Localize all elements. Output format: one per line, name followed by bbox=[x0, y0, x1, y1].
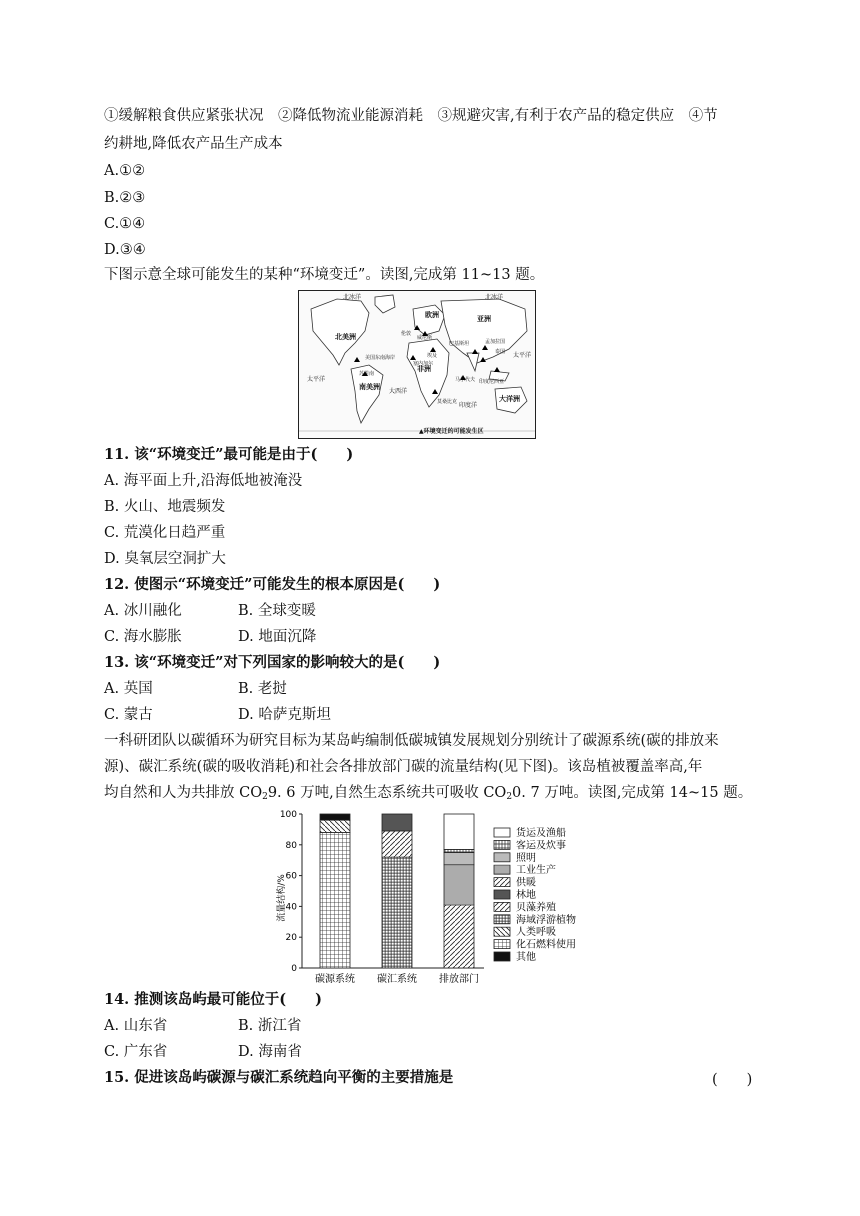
chart-legend-label: 林地 bbox=[516, 890, 536, 901]
q13-stem: 13. 该“环境变迁”对下列国家的影响较大的是( ) bbox=[104, 654, 441, 671]
map-label-senegal: 塞内加尔 bbox=[413, 361, 434, 367]
chart-bar-segment bbox=[320, 820, 350, 832]
map-label-venice: 威尼斯 bbox=[417, 335, 433, 341]
chart-legend-swatch bbox=[494, 840, 510, 849]
q11-option-c: C. 荒漠化日趋严重 bbox=[104, 525, 226, 541]
chart-bar-segment bbox=[444, 865, 474, 905]
map-label-africa: 非洲 bbox=[417, 365, 431, 373]
option-d: D.③④ bbox=[104, 242, 146, 258]
q12-option-d: D. 地面沉降 bbox=[238, 629, 317, 645]
map-label-pacific-right: 太平洋 bbox=[513, 352, 532, 359]
chart-legend-label: 海域浮游植物 bbox=[516, 914, 576, 926]
map-label-mozambique: 莫桑比克 bbox=[437, 399, 458, 405]
carbon-flow-chart bbox=[270, 806, 630, 986]
chart-bar-segment bbox=[444, 853, 474, 865]
q11-option-b: B. 火山、地震频发 bbox=[104, 499, 226, 515]
map-label-asia: 亚洲 bbox=[477, 315, 491, 323]
q13-option-a: A. 英国 bbox=[104, 681, 153, 697]
chart-x-tick-label: 碳汇系统 bbox=[377, 974, 417, 985]
map-label-thailand: 泰国 bbox=[495, 349, 506, 355]
chart-bar-segment bbox=[382, 814, 412, 831]
map-label-suriname: 苏里南 bbox=[359, 371, 375, 377]
chart-y-tick-label: 100 bbox=[279, 810, 297, 820]
chart-bar-segment bbox=[444, 905, 474, 968]
option-c: C.①④ bbox=[104, 216, 146, 232]
chart-legend-swatch bbox=[494, 927, 510, 936]
chart-y-tick-label: 80 bbox=[285, 840, 297, 851]
chart-legend-label: 照明 bbox=[516, 852, 536, 864]
chart-x-tick-label: 排放部门 bbox=[439, 974, 479, 985]
map-label-north-america: 北美洲 bbox=[335, 333, 356, 341]
map-label-maldives: 马尔代夫 bbox=[455, 377, 476, 383]
q15-answer-paren: ( ) bbox=[712, 1072, 753, 1088]
q11-option-a: A. 海平面上升,沿海低地被淹没 bbox=[104, 473, 303, 489]
map-legend: ▲环境变迁的可能发生区 bbox=[419, 428, 484, 435]
q13-option-d: D. 哈萨克斯坦 bbox=[238, 707, 331, 723]
chart-bar-segment bbox=[320, 814, 350, 820]
map-label-egypt: 埃及 bbox=[427, 353, 438, 359]
map-label-indian: 印度洋 bbox=[459, 402, 478, 409]
map-label-bangladesh: 孟加拉国 bbox=[485, 339, 506, 345]
q14-15-stem-line-3: 均自然和人为共排放 $CO_29$. 6 万吨,自然生态系统共可吸收 $CO_20$. 7 万吨。读图,完成第 14~15 题。 bbox=[104, 785, 753, 802]
chart-legend-swatch bbox=[494, 915, 510, 924]
q12-option-b: B. 全球变暖 bbox=[238, 603, 316, 619]
chart-legend-swatch bbox=[494, 853, 510, 862]
chart-legend-swatch bbox=[494, 890, 510, 899]
chart-legend-label: 工业生产 bbox=[516, 865, 556, 877]
q11-stem: 11. 该“环境变迁”最可能是由于( ) bbox=[104, 446, 354, 463]
map-label-pakistan: 巴基斯坦 bbox=[449, 341, 470, 347]
q14-option-c: C. 广东省 bbox=[104, 1044, 168, 1060]
q14-15-stem-line-1: 一科研团队以碳循环为研究目标为某岛屿编制低碳城镇发展规划分别统计了碳源系统(碳的排放来 bbox=[104, 733, 719, 749]
chart-y-tick-label: 40 bbox=[285, 902, 297, 913]
intro-line-1: ①缓解粮食供应紧张状况 ②降低物流业能源消耗 ③规避灾害,有利于农产品的稳定供应 ④节 bbox=[104, 108, 718, 124]
chart-legend-label: 其他 bbox=[516, 952, 536, 963]
map-label-atlantic: 大西洋 bbox=[389, 388, 408, 395]
chart-legend-label: 人类呼吸 bbox=[516, 927, 556, 939]
map-label-indonesia: 印度尼西亚 bbox=[479, 379, 505, 385]
chart-legend-swatch bbox=[494, 952, 510, 961]
chart-y-tick-label: 0 bbox=[291, 964, 297, 974]
q11-13-stem: 下图示意全球可能发生的某种“环境变迁”。读图,完成第 11~13 题。 bbox=[104, 267, 545, 283]
q14-15-stem-line-2: 源)、碳汇系统(碳的吸收消耗)和社会各排放部门碳的流量结构(见下图)。该岛植被覆盖率高,年 bbox=[104, 759, 703, 775]
chart-legend-label: 化石燃料使用 bbox=[516, 939, 576, 951]
q14-stem: 14. 推测该岛屿最可能位于( ) bbox=[104, 991, 322, 1008]
intro-line-2: 约耕地,降低农产品生产成本 bbox=[104, 136, 283, 152]
map-label-pacific-left: 太平洋 bbox=[307, 376, 326, 383]
chart-bar-segment bbox=[444, 814, 474, 849]
chart-y-tick-label: 20 bbox=[285, 933, 297, 944]
chart-bar-segment bbox=[382, 831, 412, 857]
chart-legend-swatch bbox=[494, 902, 510, 911]
chart-x-tick-label: 碳源系统 bbox=[315, 974, 355, 985]
q12-option-a: A. 冰川融化 bbox=[104, 603, 182, 619]
chart-legend-swatch bbox=[494, 878, 510, 887]
chart-legend-label: 贝藻养殖 bbox=[516, 902, 556, 914]
q12-stem: 12. 使图示“环境变迁”可能发生的根本原因是( ) bbox=[104, 576, 441, 593]
map-label-arctic-right: 北冰洋 bbox=[485, 294, 504, 301]
map-label-arctic-left: 北冰洋 bbox=[343, 294, 362, 301]
chart-legend-swatch bbox=[494, 828, 510, 837]
chart-legend-label: 供暖 bbox=[516, 877, 536, 889]
chart-legend-label: 客运及炊事 bbox=[516, 840, 566, 852]
q13-option-b: B. 老挝 bbox=[238, 681, 287, 697]
q15-stem: 15. 促进该岛屿碳源与碳汇系统趋向平衡的主要措施是 bbox=[104, 1069, 454, 1086]
map-label-europe: 欧洲 bbox=[425, 311, 439, 319]
option-a: A.①② bbox=[104, 163, 146, 179]
chart-legend-swatch bbox=[494, 865, 510, 874]
chart-legend-label: 货运及渔船 bbox=[516, 828, 566, 839]
q13-option-c: C. 蒙古 bbox=[104, 707, 153, 723]
map-label-oceania: 大洋洲 bbox=[499, 395, 520, 403]
q14-option-b: B. 浙江省 bbox=[238, 1018, 302, 1034]
map-label-us-se: 美国东南海岸 bbox=[365, 355, 396, 361]
chart-bar-segment bbox=[444, 849, 474, 852]
chart-y-axis-label: 流量结构/% bbox=[277, 874, 287, 922]
q11-option-d: D. 臭氧层空洞扩大 bbox=[104, 551, 226, 567]
world-map-svg bbox=[299, 291, 535, 438]
world-map bbox=[298, 290, 536, 439]
q14-option-a: A. 山东省 bbox=[104, 1018, 168, 1034]
chart-legend-swatch bbox=[494, 940, 510, 949]
chart-bar-segment bbox=[382, 857, 412, 968]
chart-bar-segment bbox=[320, 832, 350, 968]
option-b: B.②③ bbox=[104, 190, 146, 206]
q14-option-d: D. 海南省 bbox=[238, 1044, 302, 1060]
map-label-london: 伦敦 bbox=[401, 331, 412, 337]
q12-option-c: C. 海水膨胀 bbox=[104, 629, 182, 645]
map-label-south-america: 南美洲 bbox=[359, 383, 380, 391]
chart-y-tick-label: 60 bbox=[285, 871, 297, 882]
